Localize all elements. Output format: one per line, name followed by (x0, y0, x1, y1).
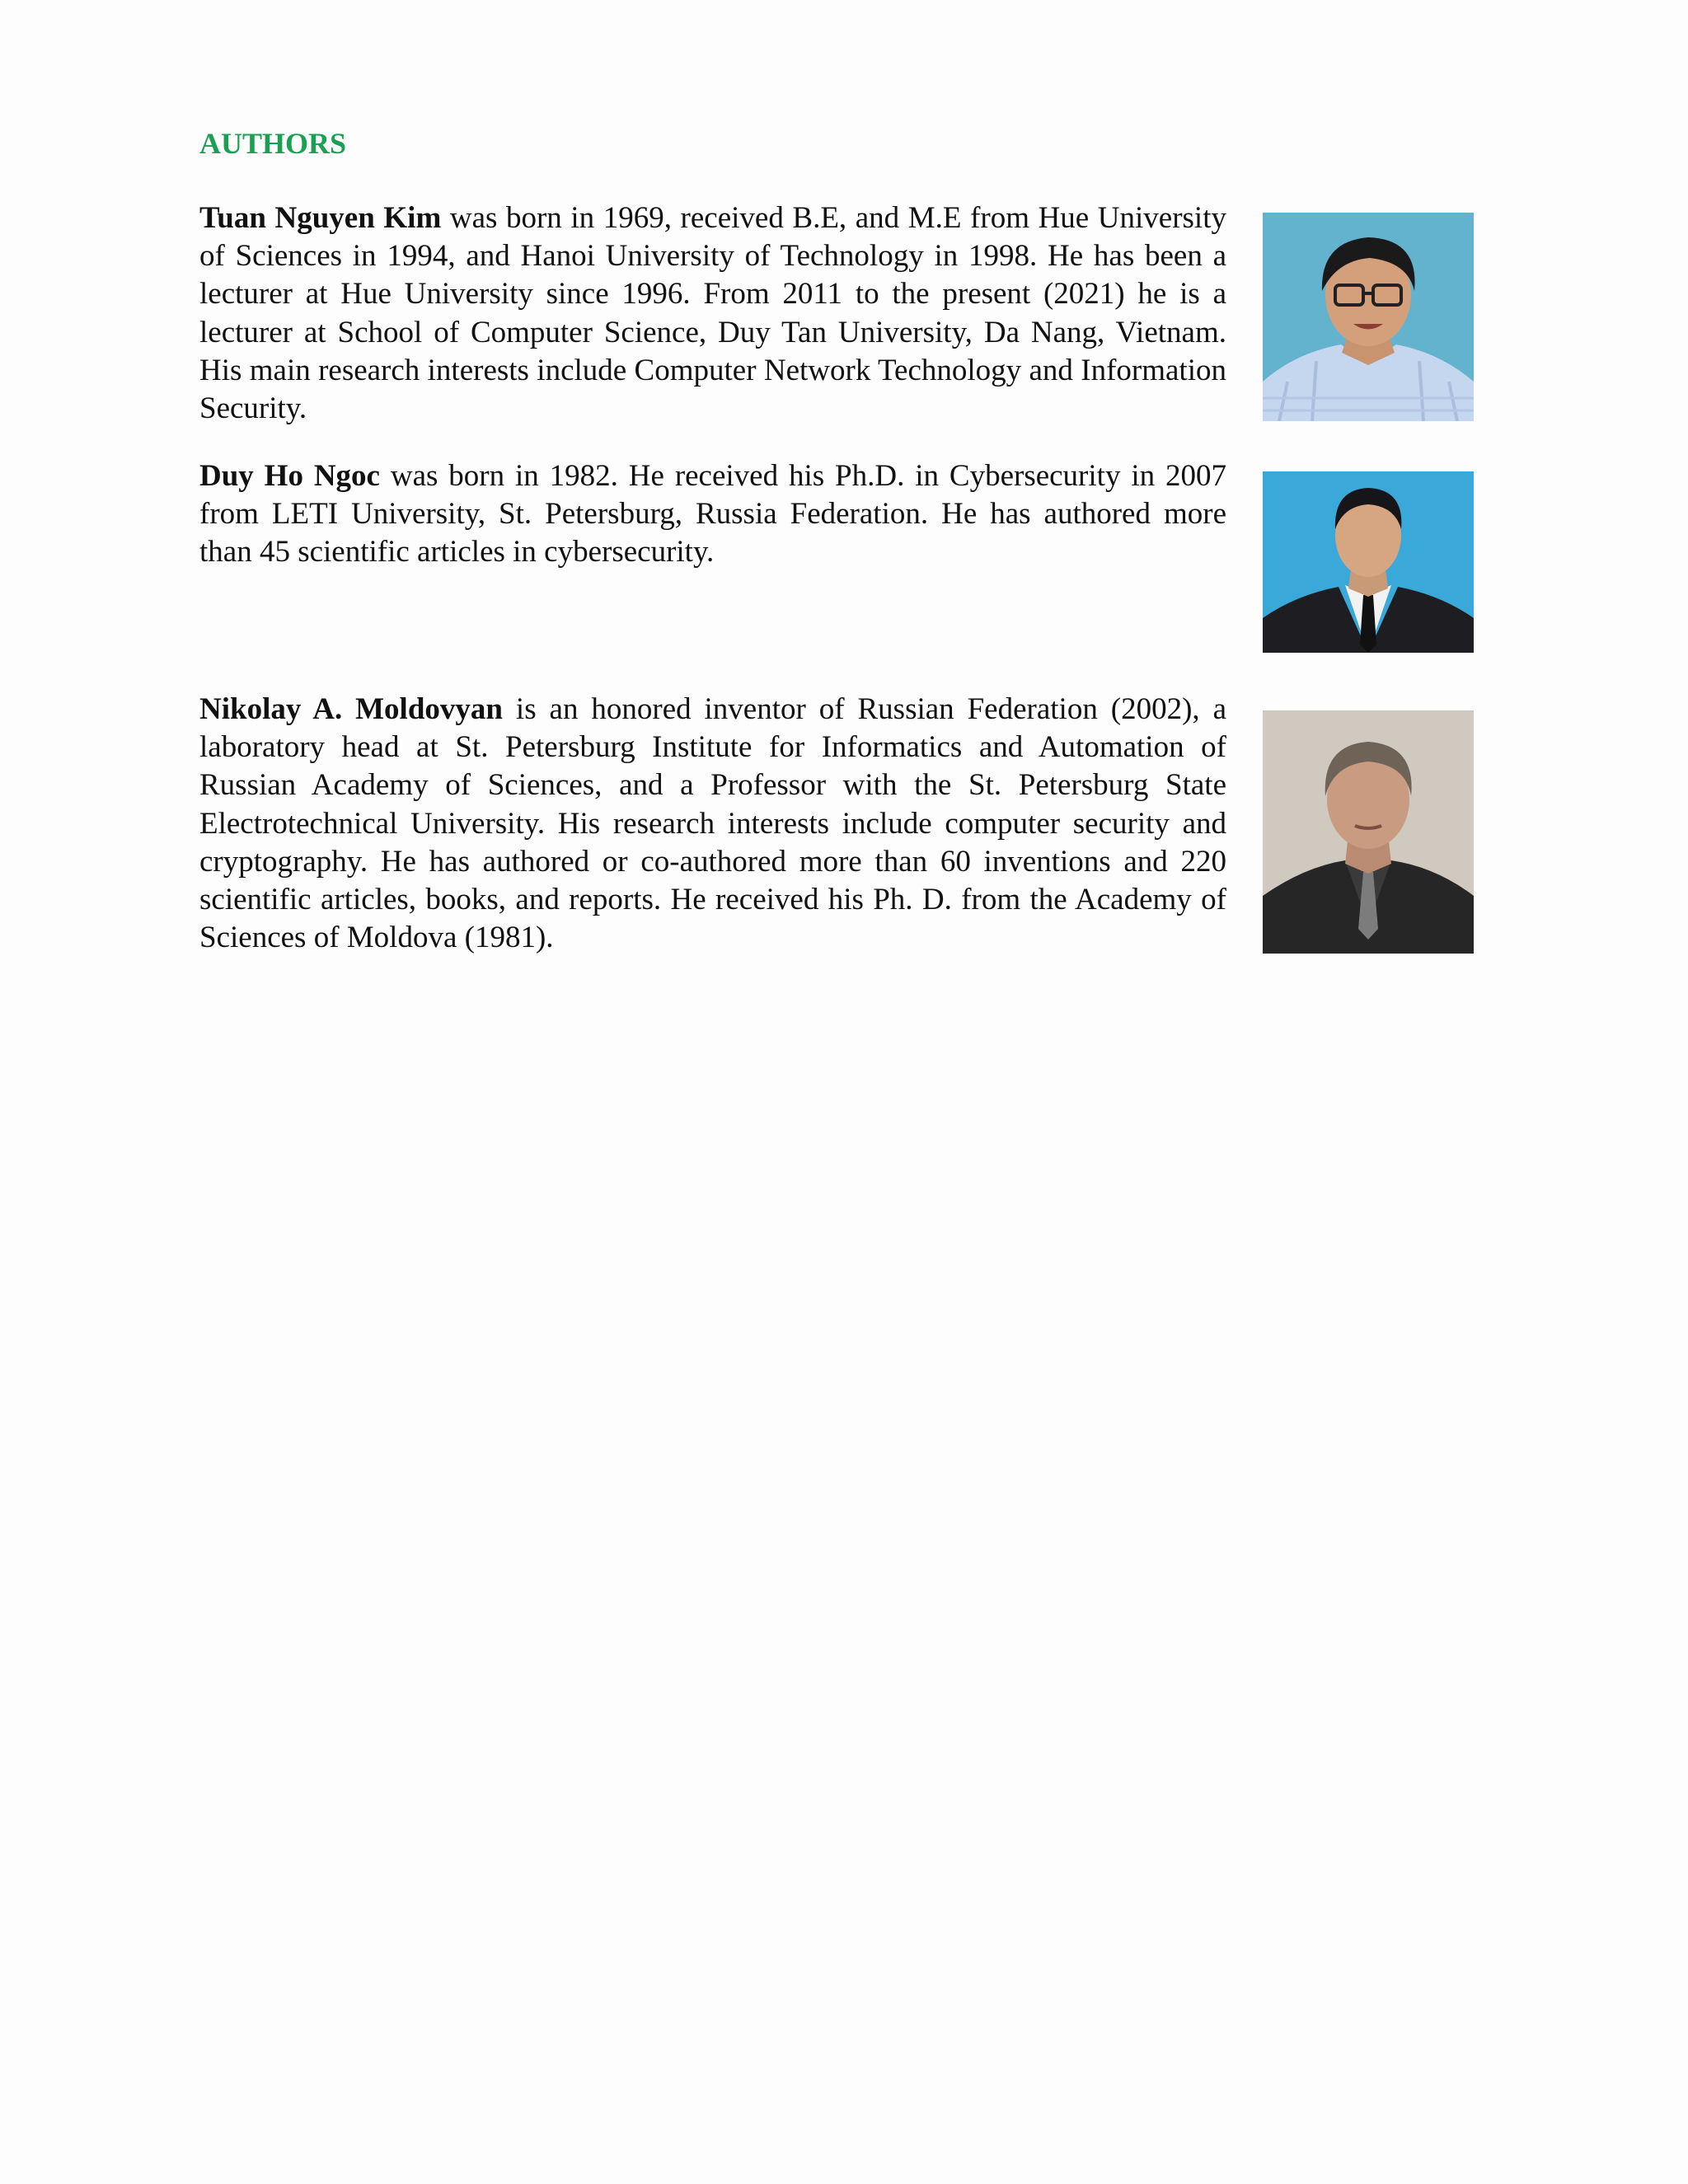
author-name: Tuan Nguyen Kim (199, 201, 442, 235)
author-photo (1263, 710, 1474, 954)
author-photo (1263, 471, 1474, 653)
author-name: Nikolay A. Moldovyan (199, 692, 503, 726)
author-bio (199, 457, 1226, 572)
author-photo (1263, 213, 1474, 421)
author-name: Duy Ho Ngoc (199, 459, 380, 493)
author-bio-text: was born in 1982. He received his Ph.D. in Cybersecurity in 2007 from LETI University, St. Petersburg, Russia Federation. He has authored more than 45 scientific articles in cybersecurity. (199, 459, 1226, 569)
author-bio (199, 199, 1226, 428)
author-bio-text: was born in 1969, received B.E, and M.E from Hue University of Sciences in 1994, and Hanoi University of Technology in 1998. He has been a lecturer at Hue University since 1996. From 2011 to the present (2021) he is a lecturer at School of Computer Science, Duy Tan University, Da Nang, Vietnam. His main research interests include Computer Network Technology and Information Security. (199, 201, 1226, 426)
author-bio (199, 691, 1226, 957)
section-title: AUTHORS (199, 127, 347, 160)
author-bio-text: is an honored inventor of Russian Federation (2002), a laboratory head at St. Petersburg Institute for Informatics and Automation of Russian Academy of Sciences, and a Professor with the St. Petersburg State Electrotechnical University. His research interests include computer security and cryptography. He has authored or co-authored more than 60 inventions and 220 scientific articles, books, and reports. He received his Ph. D. from the Academy of Sciences of Moldova (1981). (199, 692, 1226, 955)
